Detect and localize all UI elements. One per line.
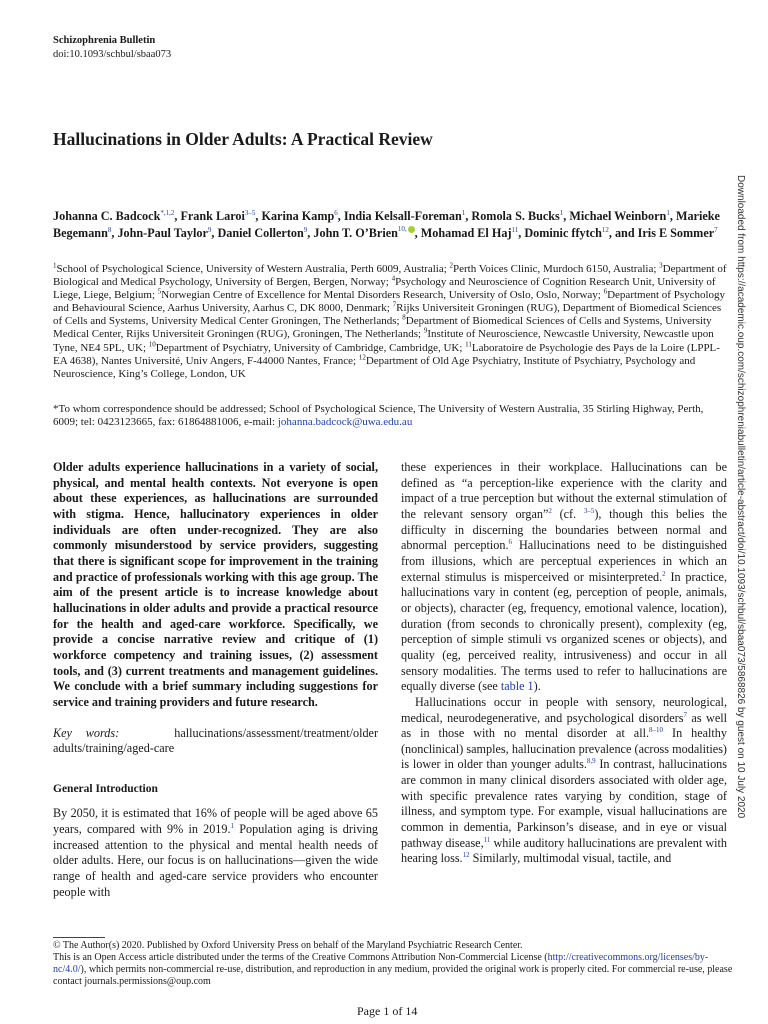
affiliation-number: 4 bbox=[391, 274, 396, 283]
body-paragraph: these experiences in their workplace. Hallucinations can be defined as “a perception-like experience with the clarity and impact of a true perception but without the external stimulation of the relevant sensory organ”$^2$ (cf. $^{3-5}$), though this belies the difficulty in discerning the boundaries between normal and abnormal perception.$^6$ Hallucinations need to be distinguished from illusions, which are perceptual experiences in which an external stimulus is misperceived or misinterpreted.$^2$ In practice, hallucinations vary in content (eg, perception of people, animals, or objects), character (eg, frequency, emotional valence, location), duration (from seconds to chronically present), complexity (eg, perception of simple stimuli vs organized scenes or objects), and quality (eg, perceived reality, intrusiveness) and occur in all sensory modalities. The terms used to refer to hallucinations are equally diverse (see table 1). bbox=[401, 460, 728, 694]
affiliation-text: Psychology and Neuroscience of Cognition Research Unit, University of Liege, Liege, Belgium; bbox=[53, 276, 716, 302]
citation-link[interactable]: 8,9 bbox=[586, 757, 596, 766]
affiliation-text: Institute of Neuroscience, Newcastle University, Newcastle upon Tyne, NE4 5PL, UK; bbox=[53, 328, 714, 354]
citation-link[interactable]: 6 bbox=[508, 538, 512, 547]
affiliation-number: 8 bbox=[402, 313, 406, 322]
left-column bbox=[53, 460, 378, 900]
license-text-pre: This is an Open Access article distributed under the terms of the Creative Commons Attribution Non-Commercial License ( bbox=[53, 952, 548, 964]
author-name[interactable]: John T. O’Brien bbox=[313, 225, 398, 240]
abstract: Older adults experience hallucinations in a variety of social, physical, and mental health contexts. Not everyone is open about these experiences, as hallucinations are surrounded with stigma. Hence, hallucinatory experiences in older individuals are often under-recognized. They are also commonly misunderstood by service providers, suggesting that there is significant scope for improvement in the training and practice of professionals working with this age group. The aim of the present article is to increase knowledge about hallucinations in older adults and provide a practical resource for the health and aged-care workforce. Specifically, we provide a concise narrative review and critique of (1) workforce competency and training issues, (2) assessment tools, and (3) current treatments and management guidelines. We conclude with a brief summary including suggestions for service and training providers and future research. bbox=[53, 460, 378, 709]
affiliation-number: 11 bbox=[465, 339, 472, 348]
author-affiliation-ref[interactable]: 1 bbox=[461, 208, 466, 217]
author-affiliation-ref[interactable]: 6 bbox=[334, 208, 338, 217]
author-affiliation-ref[interactable]: 7 bbox=[714, 225, 718, 234]
affiliation-text: Department of Biomedical Sciences of Cells and Systems, University Medical Center, Rijks Universiteit Groningen (RUG), Groningen, The Netherlands; bbox=[53, 315, 712, 341]
affiliation-text: Norwegian Centre of Excellence for Mental Disorders Research, University of Oslo, Oslo, Norway; bbox=[161, 289, 604, 302]
citation-link[interactable]: 3–5 bbox=[583, 506, 595, 515]
correspondence-text: *To whom correspondence should be addressed; School of Psychological Science, The University of Western Australia, 35 Stirling Highway, Perth, 6009; tel: 0423123665, fax: 61864881006, e-mail: bbox=[53, 403, 704, 429]
right-column bbox=[401, 460, 727, 867]
affiliation-number: 9 bbox=[423, 326, 428, 335]
author-name[interactable]: Johanna C. Badcock bbox=[53, 209, 161, 223]
affiliation-number: 7 bbox=[392, 300, 397, 309]
copyright-line: © The Author(s) 2020. Published by Oxford University Press on behalf of the Maryland Psychiatric Research Center. bbox=[53, 940, 523, 951]
body-paragraph: Hallucinations occur in people with sensory, neurological, medical, neurodegenerative, and psychological disorders$^7$ as well as in those with no mental disorder at all.$^{8-10}$ In healthy (nonclinical) samples, hallucination prevalence (across modalities) is lower in older than younger adults.$^{8,9}$ In contrast, hallucinations are common in many clinical disorders associated with older age, with specific prevalence rates varying by condition, stage of illness, and symptom type. For example, visual hallucinations are common in dementia, Parkinson’s disease, and in eye or visual pathway disease,$^{11}$ while auditory hallucinations are prevalent with hearing loss.$^{12}$ Similarly, multimodal visual, tactile, and bbox=[401, 694, 727, 866]
author-affiliation-ref[interactable]: 9 bbox=[207, 225, 212, 234]
author-affiliation-ref[interactable]: 10, bbox=[398, 225, 415, 233]
section-heading: General Introduction bbox=[53, 782, 158, 795]
author-name[interactable]: Karina Kamp bbox=[261, 209, 335, 223]
affiliation-text: School of Psychological Science, University of Western Australia, Perth 6009, Australia; bbox=[56, 263, 450, 275]
author-name[interactable]: Marieke Begemann bbox=[53, 209, 720, 240]
author-name[interactable]: and Iris E Sommer bbox=[614, 225, 715, 240]
author-name[interactable]: Daniel Collerton bbox=[217, 225, 304, 240]
license-text-post: ), which permits non-commercial re-use, distribution, and reproduction in any medium, provided the original work is properly cited. For commercial re-use, please contact journals.permissions@oup.com bbox=[53, 964, 733, 988]
affiliation-text: Perth Voices Clinic, Murdoch 6150, Australia; bbox=[453, 263, 660, 275]
citation-link[interactable]: 8–10 bbox=[649, 726, 664, 735]
affiliations bbox=[53, 263, 728, 381]
affiliation-number: 10 bbox=[148, 339, 156, 348]
affiliation-number: 3 bbox=[659, 261, 663, 270]
affiliation-number: 2 bbox=[449, 261, 454, 270]
author-name[interactable]: Mohamad El Haj bbox=[420, 225, 512, 240]
author-list: Johanna C. Badcock$^{*,1,2}$, Frank Laroi$^{3-5}$, Karina Kamp$^6$, India Kelsall-Foreman$^1$, Romola S. Bucks$^1$, Michael Weinborn$^1$, Marieke Begemann$^8$, John-Paul Taylor$^9$, Daniel Collerton$^9$, John T. O’Brien$^{10,}$ , Mohamad El Haj$^{11}$, Dominic ffytch$^{12}$, and Iris E Sommer$^7$ bbox=[53, 208, 720, 240]
author-name[interactable]: Frank Laroi bbox=[180, 209, 245, 223]
citation-link[interactable]: 12 bbox=[462, 851, 470, 860]
orcid-icon[interactable] bbox=[408, 226, 415, 233]
keywords-label: Key words: bbox=[53, 725, 120, 740]
doi: doi:10.1093/schbul/sbaa073 bbox=[53, 49, 172, 60]
author-affiliation-ref[interactable]: 12 bbox=[601, 225, 609, 234]
keywords bbox=[53, 726, 378, 757]
author-affiliation-ref[interactable]: 9 bbox=[303, 225, 308, 234]
affiliation-text: Department of Old Age Psychiatry, Institute of Psychiatry, Psychology and Neuroscience, King’s College, London, UK bbox=[53, 354, 696, 380]
affiliation-text: Rijks Universiteit Groningen (RUG), Department of Biomedical Sciences of Cells and Systems, University Medical Center Groningen, The Netherlands; bbox=[53, 302, 722, 328]
affiliation-number: 6 bbox=[603, 287, 608, 296]
affiliation-text: Department of Psychology and Behavioural Science, Aarhus University, Aarhus C, DK 8000, Denmark; bbox=[53, 289, 726, 315]
citation-link[interactable]: 1 bbox=[230, 822, 235, 831]
citation-link[interactable]: 2 bbox=[662, 569, 666, 578]
copyright-footer bbox=[53, 940, 733, 988]
email-link[interactable]: johanna.badcock@uwa.edu.au bbox=[277, 416, 413, 429]
license-line bbox=[53, 952, 733, 988]
article-title: Hallucinations in Older Adults: A Practical Review bbox=[53, 129, 433, 149]
author-name[interactable]: Romola S. Bucks bbox=[471, 209, 560, 223]
citation-link[interactable]: 11 bbox=[483, 835, 491, 844]
affiliation-number: 5 bbox=[157, 287, 162, 296]
license-link[interactable]: http://creativecommons.org/licenses/by-nc/4.0/ bbox=[53, 952, 709, 976]
affiliation-text: Department of Psychiatry, University of Cambridge, Cambridge, UK; bbox=[155, 341, 466, 354]
journal-name: Schizophrenia Bulletin bbox=[53, 35, 156, 46]
page-number: Page 1 of 14 bbox=[357, 1004, 418, 1018]
citation-link[interactable]: 7 bbox=[683, 710, 687, 719]
affiliation-text: Department of Biological and Medical Psychology, University of Bergen, Bergen, Norway; bbox=[53, 263, 727, 289]
affiliation-text: Laboratoire de Psychologie des Pays de la Loire (LPPL-EA 4638), Nantes Université, Univ Angers, F-44000 Nantes, France; bbox=[53, 341, 720, 367]
author-affiliation-ref[interactable]: 3–5 bbox=[244, 208, 256, 217]
correspondence bbox=[53, 403, 728, 429]
author-name[interactable]: Michael Weinborn bbox=[569, 209, 667, 223]
table-link[interactable]: table 1 bbox=[500, 679, 534, 694]
author-name[interactable]: India Kelsall-Foreman bbox=[343, 209, 462, 223]
footer-divider bbox=[53, 937, 105, 938]
author-affiliation-ref[interactable]: 8 bbox=[107, 225, 112, 234]
author-affiliation-ref[interactable]: 1 bbox=[666, 208, 670, 217]
author-affiliation-ref[interactable]: 1 bbox=[559, 208, 564, 217]
author-affiliation-ref[interactable]: 11 bbox=[511, 225, 519, 234]
citation-link[interactable]: 2 bbox=[548, 506, 552, 515]
author-name[interactable]: Dominic ffytch bbox=[524, 225, 602, 240]
affiliation-number: 1 bbox=[53, 261, 57, 270]
intro-paragraph: By 2050, it is estimated that 16% of people will be aged above 65 years, compared with 9% in 2019.$^1$ Population aging is driving increased attention to the physical and mental health needs of older adults. Here, our focus is on hallucinations—given the wide range of health and aged-care service providers who encounter people with bbox=[53, 806, 379, 899]
author-name[interactable]: John-Paul Taylor bbox=[117, 225, 208, 240]
keywords-text: hallucinations/assessment/treatment/older adults/training/aged-care bbox=[53, 725, 379, 756]
author-affiliation-ref[interactable]: *,1,2 bbox=[160, 208, 175, 217]
download-note: Downloaded from https://academic.oup.com/schizophreniabulletin/article-abstract/doi/10.1093/schbul/sbaa073/5868826 by guest on 10 July 2020 bbox=[735, 175, 746, 819]
affiliation-number: 12 bbox=[358, 353, 366, 361]
